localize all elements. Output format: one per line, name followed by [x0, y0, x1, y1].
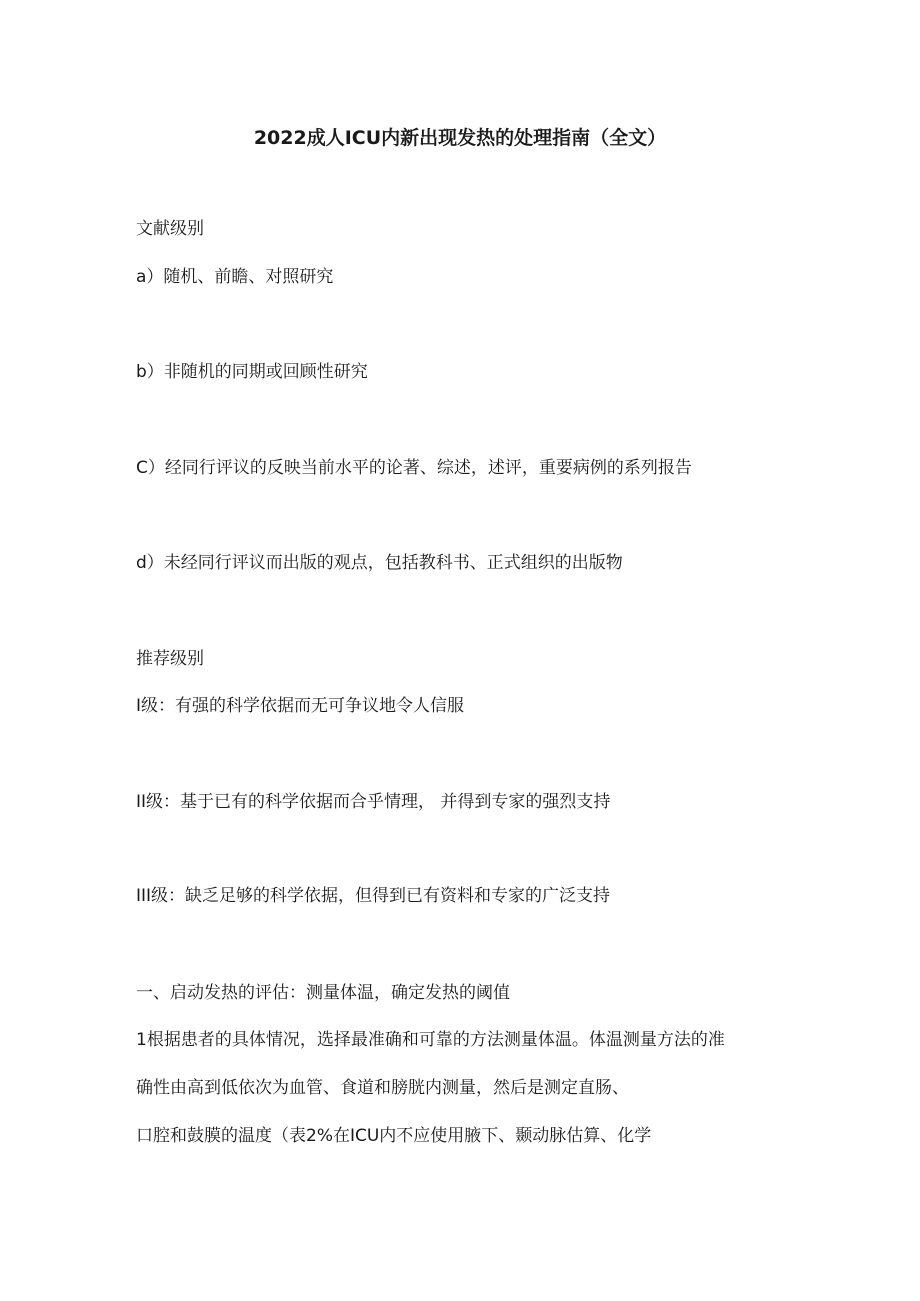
recommendation-level-2: II级：基于已有的科学依据而合乎情理， 并得到专家的强烈支持 — [136, 792, 611, 812]
section-one-line-1: 1根据患者的具体情况，选择最准确和可靠的方法测量体温。体温测量方法的准 — [136, 1030, 725, 1050]
section-one-heading: 一、启动发热的评估：测量体温，确定发热的阈值 — [136, 983, 510, 1003]
recommendation-levels-heading: 推荐级别 — [136, 649, 204, 669]
evidence-level-a: a）随机、前瞻、对照研究 — [136, 267, 334, 287]
recommendation-level-1: I级：有强的科学依据而无可争议地令人信服 — [136, 696, 465, 716]
evidence-level-d: d）未经同行评议而出版的观点，包括教科书、正式组织的出版物 — [136, 553, 623, 573]
section-one-line-2: 确性由高到低依次为血管、食道和膀胱内测量，然后是测定直肠、 — [136, 1078, 629, 1098]
section-one-line-3: 口腔和鼓膜的温度（表2%在ICU内不应使用腋下、颞动脉估算、化学 — [136, 1126, 652, 1146]
recommendation-level-3: III级：缺乏足够的科学依据，但得到已有资料和专家的广泛支持 — [136, 886, 611, 906]
document-title: 2022成人ICU内新出现发热的处理指南（全文） — [253, 127, 667, 149]
evidence-level-c: C）经同行评议的反映当前水平的论著、综述，述评，重要病例的系列报告 — [136, 458, 692, 478]
evidence-levels-heading: 文献级别 — [136, 219, 204, 239]
evidence-level-b: b）非随机的同期或回顾性研究 — [136, 362, 368, 382]
